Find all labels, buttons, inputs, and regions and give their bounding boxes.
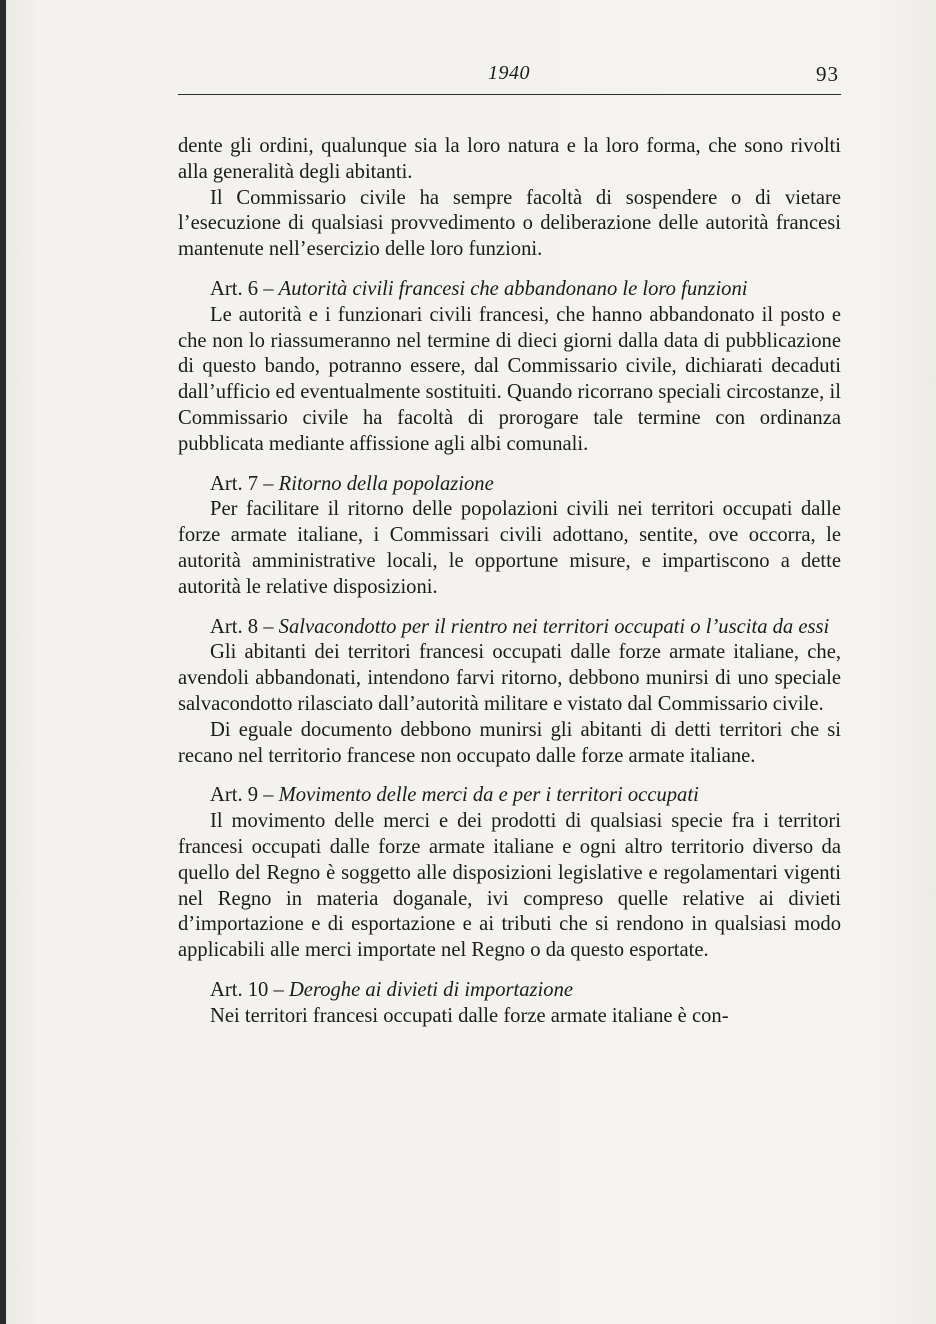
article-title: Deroghe ai divieti di importazione — [288, 978, 574, 1001]
article-number: Art. 10 – — [210, 978, 289, 1001]
header-year: 1940 — [488, 62, 530, 84]
article-title: Movimento delle merci da e per i territori occupati — [278, 784, 699, 807]
paragraph: Il Commissario civile ha sempre facoltà di sospendere o di vietare l’esecuzione di qualsiasi provvedimento o deliberazione delle autorità francesi mantenute nell’esercizio delle loro funzioni. — [178, 186, 841, 261]
article-heading-7 — [178, 472, 841, 498]
article-title: Ritorno della popolazione — [278, 472, 494, 495]
running-header — [178, 62, 841, 95]
paragraph: Per facilitare il ritorno delle popolazioni civili nei territori occupati dalle forze armate italiane, i Commissari civili adottano, sentite, ove occorra, le autorità amministrative locali, le opportune misure, e impartiscono a dette autorità le relative disposizioni. — [178, 498, 841, 598]
article-heading-6 — [178, 277, 841, 303]
article-number: Art. 8 – — [210, 615, 279, 638]
paragraph-continuation: dente gli ordini, qualunque sia la loro natura e la loro forma, che sono rivolti alla generalità degli abitanti. — [178, 135, 841, 183]
article-heading-8 — [178, 615, 841, 641]
article-heading-10 — [178, 978, 841, 1004]
article-title: Salvacondotto per il rientro nei territori occupati o l’uscita da essi — [278, 615, 830, 638]
paragraph: Le autorità e i funzionari civili francesi, che hanno abbandonato il posto e che non lo riassumeranno nel termine di dieci giorni dalla data di pubblicazione di questo bando, potranno essere, dal Commissario civile, dichiarati decaduti dall’ufficio ed eventualmente sostituiti. Quando ricorrano speciali circostanze, il Commissario civile ha facoltà di prorogare tale termine con ordinanza pubblicata mediante affissione agli albi comunali. — [178, 303, 841, 455]
page-number: 93 — [816, 62, 839, 86]
paragraph: Nei territori francesi occupati dalle forze armate italiane è con- — [210, 1004, 729, 1027]
paragraph: Di eguale documento debbono munirsi gli abitanti di detti territori che si recano nel territorio francese non occupato dalle forze armate italiane. — [178, 718, 841, 767]
article-title: Autorità civili francesi che abbandonano le loro funzioni — [278, 277, 748, 300]
article-number: Art. 7 – — [210, 472, 279, 495]
article-number: Art. 6 – — [210, 277, 279, 300]
paragraph: Gli abitanti dei territori francesi occupati dalle forze armate italiane, che, avendoli abbandonati, intendono farvi ritorno, debbono munirsi di uno speciale salvacondotto rilasciato dall’autorità militare e vistato dal Commissario civile. — [178, 641, 841, 715]
article-number: Art. 9 – — [210, 784, 279, 807]
binding-edge — [0, 0, 6, 1324]
body-text — [178, 134, 841, 1030]
article-heading-9 — [178, 783, 841, 809]
paragraph: Il movimento delle merci e dei prodotti di qualsiasi specie fra i territori francesi occupati dalle forze armate italiane e ogni altro territorio diverso da quello del Regno è soggetto alle disposizioni legislative e regolamentari vigenti nel Regno in materia doganale, ivi compreso quelle relative ai divieti d’importazione e di esportazione e ai tributi che si rendono in qualsiasi modo applicabili alle merci importate nel Regno o da questo esportate. — [178, 810, 841, 962]
